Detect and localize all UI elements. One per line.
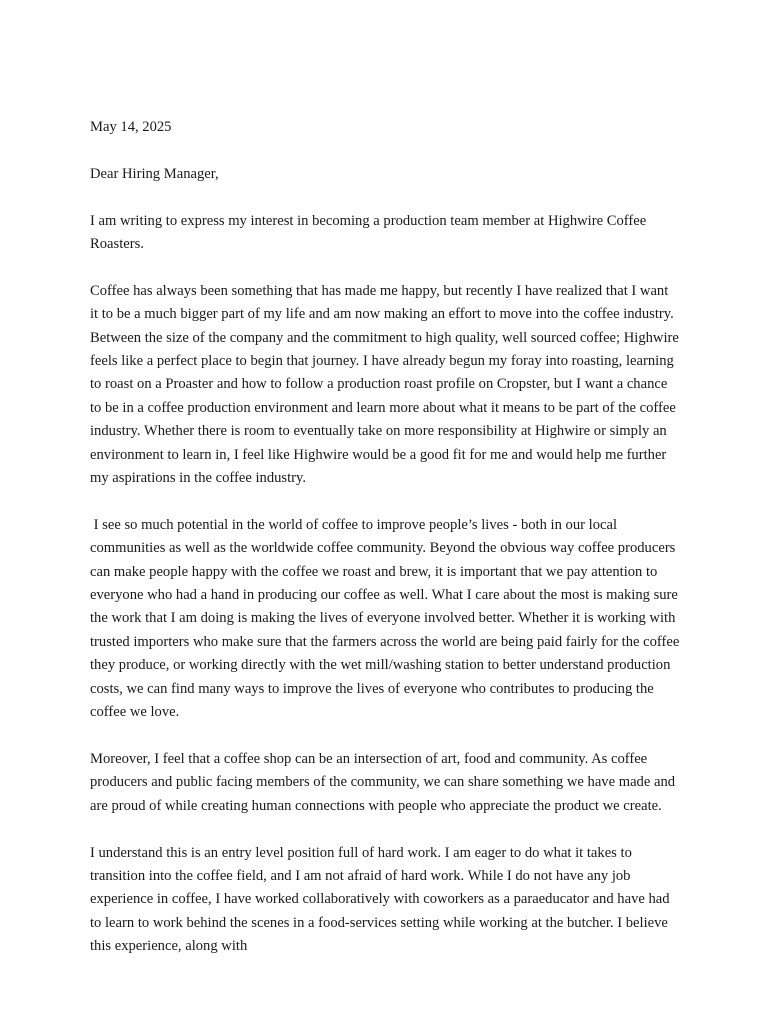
- letter-salutation: Dear Hiring Manager,: [90, 165, 219, 182]
- paragraph-experience: I understand this is an entry level position full of hard work. I am eager to do what it takes to transition into the coffee field, and I am not afraid of hard work. While I do not have any job experience in coffee, I have worked collaboratively with coworkers as a paraeducator and have had to learn to work behind the scenes in a food-services setting while working at the butcher. I believe this experience, along with: [90, 844, 670, 955]
- cover-letter: [90, 116, 683, 982]
- paragraph-motivation: Coffee has always been something that has made me happy, but recently I have realized that I want it to be a much bigger part of my life and am now making an effort to move into the coffee industry. Between the size of the company and the commitment to high quality, well sourced coffee; Highwire feels like a perfect place to begin that journey. I have already begun my foray into roasting, learning to roast on a Proaster and how to follow a production roast profile on Cropster, but I want a chance to be in a coffee production environment and learn more about what it means to be part of the coffee industry. Whether there is room to eventually take on more responsibility at Highwire or simply an environment to learn in, I feel like Highwire would be a good fit for me and would help me further my aspirations in the coffee industry.: [90, 282, 679, 487]
- paragraph-community: Moreover, I feel that a coffee shop can be an intersection of art, food and community. As coffee producers and public facing members of the community, we can share something we have made and are proud of while creating human connections with people who appreciate the product we create.: [90, 750, 676, 814]
- letter-date: May 14, 2025: [90, 119, 172, 135]
- paragraph-intro: I am writing to express my interest in becoming a production team member at Highwire Coffee Roasters.: [90, 212, 647, 252]
- paragraph-potential: I see so much potential in the world of coffee to improve people’s lives - both in our local communities as well as the worldwide coffee community. Beyond the obvious way coffee producers can make people happy with the coffee we roast and brew, it is important that we pay attention to everyone who had a hand in producing our coffee as well. What I care about the most is making sure the work that I am doing is making the lives of everyone involved better. Whether it is working with trusted importers who make sure that the farmers across the world are being paid fairly for the coffee they produce, or working directly with the wet mill/washing station to better understand production costs, we can find many ways to improve the lives of everyone who contributes to producing the coffee we love.: [90, 516, 683, 721]
